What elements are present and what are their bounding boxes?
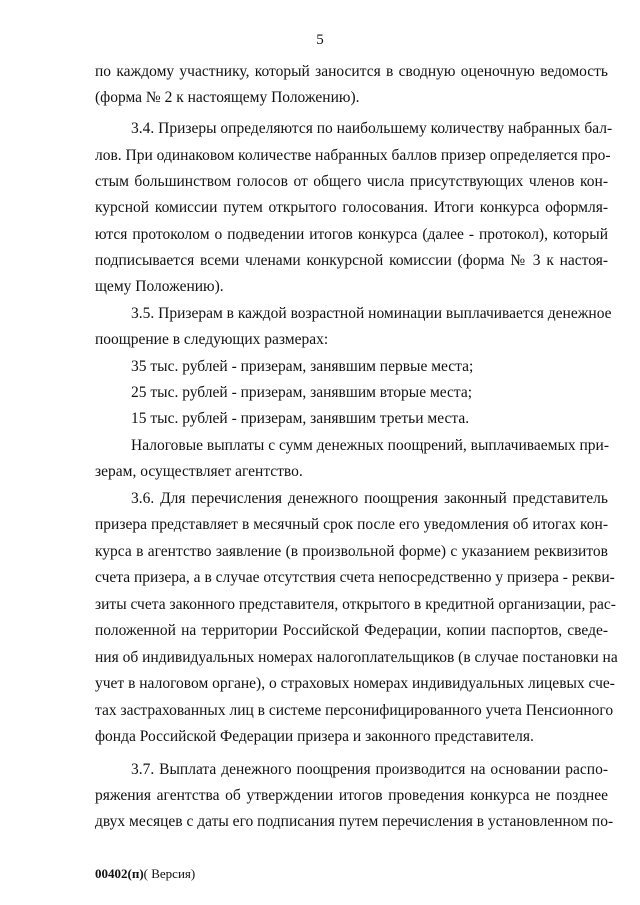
text-line: 15 тыс. рублей - призерам, занявшим третьи места.: [131, 410, 470, 427]
text-line: призера представляет в месячный срок после его уведомления об итогах кон-: [95, 516, 608, 533]
text-line: 25 тыс. рублей - призерам, занявшим вторые места;: [131, 384, 473, 401]
text-line: ния об индивидуальных номерах налогоплательщиков (в случае постановки на: [95, 649, 618, 666]
text-line: фонда Российской Федерации призера и законного представителя.: [95, 728, 534, 745]
footer-code: 00402(п): [95, 866, 144, 881]
text-line: зиты счета законного представителя, открытого в кредитной организации, рас-: [95, 596, 616, 613]
text-line: 3.5. Призерам в каждой возрастной номинации выплачивается денежное: [131, 305, 612, 322]
text-line: 35 тыс. рублей - призерам, занявшим первые места;: [131, 358, 474, 375]
text-line: лов. При одинаковом количестве набранных баллов призер определяется про-: [95, 147, 611, 164]
text-line: ются протоколом о подведении итогов конкурса (далее - протокол), который: [95, 226, 608, 243]
document-footer: [95, 866, 195, 882]
text-line: ряжения агентства об утверждении итогов проведения конкурса не позднее: [95, 787, 608, 804]
page-number: 5: [316, 32, 324, 48]
text-line: тах застрахованных лиц в системе персонифицированного учета Пенсионного: [95, 702, 614, 719]
text-line: счета призера, а в случае отсутствия счета непосредственно у призера - рекви-: [95, 569, 615, 586]
text-line: подписывается всеми членами конкурсной комиссии (форма № 3 к настоя-: [95, 252, 608, 269]
text-line: зерам, осуществляет агентство.: [95, 463, 303, 480]
text-line: 3.6. Для перечисления денежного поощрения законный представитель: [131, 490, 608, 507]
text-line: стым большинством голосов от общего числа присутствующих членов кон-: [95, 173, 608, 190]
text-line: щему Положению).: [95, 278, 224, 295]
text-line: поощрение в следующих размерах:: [95, 331, 329, 348]
footer-version: ( Версия): [143, 866, 196, 881]
text-line: 3.4. Призеры определяются по наибольшему количеству набранных бал-: [131, 120, 613, 137]
text-line: двух месяцев с даты его подписания путем перечисления в установленном по-: [95, 813, 614, 830]
text-line: Налоговые выплаты с сумм денежных поощрений, выплачиваемых при-: [131, 437, 609, 454]
text-line: учет в налоговом органе), о страховых номерах индивидуальных лицевых сче-: [95, 675, 615, 692]
text-line: по каждому участнику, который заносится в сводную оценочную ведомость: [95, 63, 608, 80]
text-line: курсной комиссии путем открытого голосования. Итоги конкурса оформля-: [95, 199, 608, 216]
text-line: 3.7. Выплата денежного поощрения производится на основании распо-: [131, 761, 608, 778]
text-line: (форма № 2 к настоящему Положению).: [95, 89, 360, 106]
text-line: курса в агентство заявление (в произвольной форме) с указанием реквизитов: [95, 543, 608, 560]
text-line: положенной на территории Российской Федерации, копии паспортов, сведе-: [95, 622, 608, 639]
